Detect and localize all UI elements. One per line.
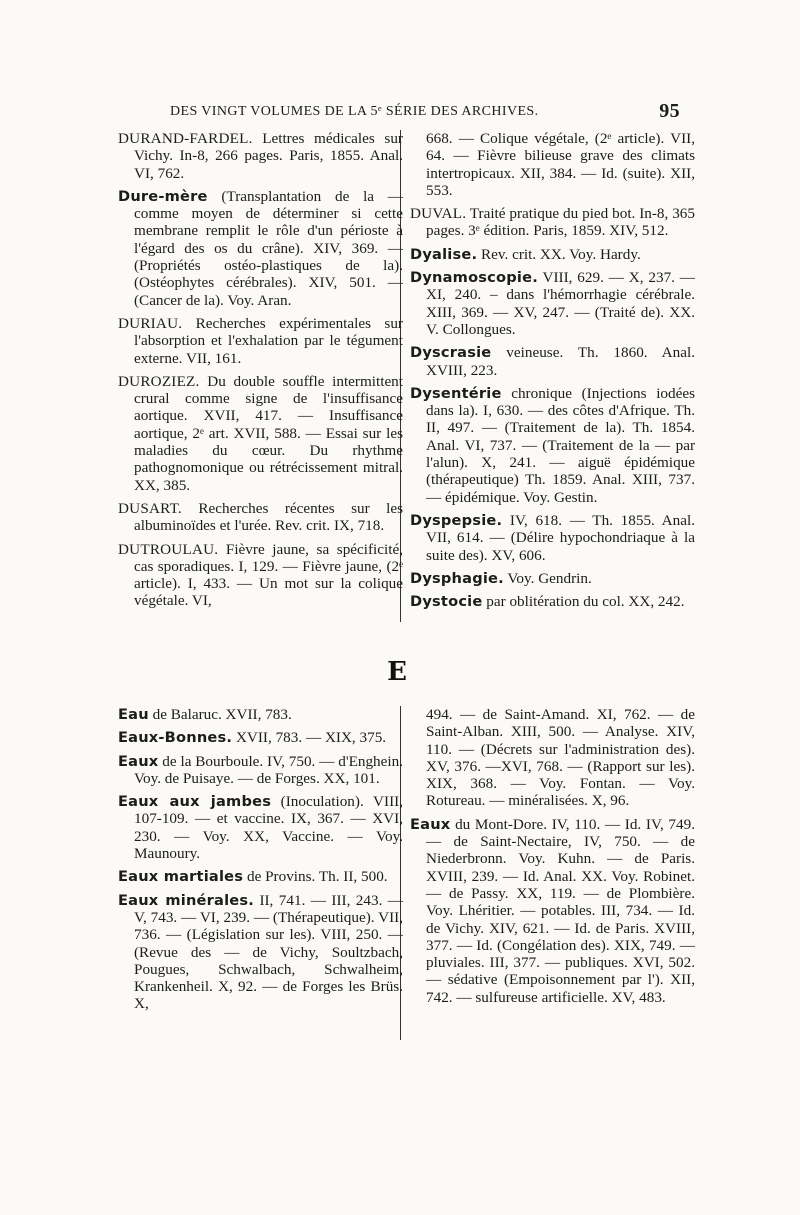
index-entry (118, 541, 403, 610)
index-entry (118, 130, 403, 182)
index-entry (410, 205, 695, 240)
entry-continuation: 668. — Colique végétale, (2ᵉ article). VII, 64. — Fièvre bilieuse grave des climats intertropicaux. XII, 384. — Id. (suite). XII, 553. (426, 130, 695, 199)
entry-text: chronique (Injections iodées dans la). I, 630. — des côtes d'Afrique. Th. II, 497. — (Traitement de la). Th. 1854. Anal. VI, 737. — (Traitement de la — par l'alun). X, 241. — aiguë épidémique (thérapeutique) Th. 1859. Anal. XIII, 737. — épidémique. Voy. Gestin. (426, 384, 695, 506)
index-entry (118, 315, 403, 367)
entry-text: du Mont-Dore. IV, 110. — Id. IV, 749. — de Saint-Nectaire, IV, 750. — de Niederbronn. Voy. Kuhn. — de Paris. XVIII, 239. — Id. Anal. XX. Voy. Robinet. — de Passy. XX, 119. — de Plombière. Voy. Lhéritier. — potables. III, 734. — Id. de Vichy. XIV, 621. — Id. de Paris. XVIII, 377. — Id. (Congélation des). XIX, 749. — pluviales. III, 377. — publiques. XVI, 502. — sédative (Empoisonnement par l'). XII, 742. — sulfureuse artificielle. XV, 483. (426, 815, 695, 1006)
index-entry (118, 500, 403, 535)
entry-text: Rev. crit. XX. Voy. Hardy. (477, 245, 641, 263)
headword: Dysentérie (410, 384, 502, 402)
headword: Eaux martiales (118, 868, 244, 886)
entry-text: XVII, 783. — XIX, 375. (232, 729, 387, 747)
headword: Eaux aux jambes (118, 793, 272, 811)
headword: Eaux (410, 815, 451, 833)
index-entry (410, 269, 695, 338)
index-column-left-top (118, 130, 403, 616)
index-column-right-bottom (410, 706, 695, 1012)
index-entry (410, 570, 695, 587)
entry-text: de Balaruc. XVII, 783. (148, 706, 292, 723)
index-entry (410, 344, 695, 379)
entry-text: veineuse. Th. 1860. Anal. XVIII, 223. (426, 344, 695, 379)
headword: DUVAL. (410, 205, 467, 223)
headword: Dyspepsie. (410, 511, 503, 529)
headword: DUTROULAU. (118, 540, 219, 558)
headword: Eaux minérales. (118, 891, 255, 909)
headword: Dynamoscopie. (410, 269, 538, 287)
section-letter: E (387, 657, 407, 687)
entry-text: Du double souffle intermittent crural comme signe de l'insuffisance aortique. XVII, 417. — Insuffisance aortique, 2ᵉ art. XVII, 588. — Essai sur les maladies du cœur. Du rhythme pathognomonique ou rétrécissement mitral. XX, 385. (134, 372, 403, 494)
entry-text: Fièvre jaune, sa spécificité, cas sporadiques. I, 129. — Fièvre jaune, (2ᵉ article). I, 433. — Un mot sur la colique végétale. VI, (134, 540, 403, 610)
entry-text: Recherches récentes sur les albuminoïdes et l'urée. Rev. crit. IX, 718. (134, 499, 403, 535)
index-entry (410, 816, 695, 1006)
entry-text: Traité pratique du pied bot. In-8, 365 pages. 3ᵉ édition. Paris, 1859. XIV, 512. (426, 205, 695, 240)
index-entry (118, 753, 403, 788)
entry-text: Lettres médicales sur Vichy. In-8, 266 pages. Paris, 1855. Anal. VI, 762. (134, 130, 403, 182)
entry-text: IV, 618. — Th. 1855. Anal. VII, 614. — (Délire hypochondriaque à la suite des). XV, 606. (426, 511, 695, 564)
index-entry (118, 706, 403, 723)
index-entry (118, 793, 403, 862)
entry-continuation: 494. — de Saint-Amand. XI, 762. — de Saint-Alban. XIII, 500. — Analyse. XIV, 110. — (Décrets sur l'administration des). XV, 376. —XVI, 768. — (Rapport sur les). XIX, 368. — Voy. Fontan. — Voy. Rotureau. — minéralisées. X, 96. (426, 706, 695, 810)
entry-text: de la Bourboule. IV, 750. — d'Enghein. Voy. de Puisaye. — de Forges. XX, 101. (134, 752, 403, 787)
headword: Dyscrasie (410, 344, 492, 362)
headword: Dystocie (410, 593, 483, 611)
index-entry (410, 385, 695, 506)
headword: DURIAU. (118, 314, 183, 332)
headword: Dysphagie. (410, 569, 504, 587)
entry-text: VIII, 629. — X, 237. — XI, 240. – dans l'hémorrhagie cérébrale. XIII, 369. — XV, 247. — (Traité de). XX. V. Collongues. (426, 269, 695, 338)
headword: Eau (118, 706, 149, 723)
index-column-left-bottom (118, 706, 403, 1019)
headword: Eaux-Bonnes. (118, 729, 233, 747)
headword: DUROZIEZ. (118, 372, 200, 390)
index-entry (410, 593, 695, 610)
entry-text: Voy. Gendrin. (503, 569, 592, 587)
index-entry (118, 373, 403, 494)
index-column-right-top (410, 130, 695, 616)
entry-text: Recherches expérimentales sur l'absorption et l'exhalation par le tégument externe. VII, 161. (134, 314, 403, 367)
entry-text: par oblitération du col. XX, 242. (482, 593, 685, 611)
headword: DUSART. (118, 499, 182, 517)
entry-text: (Transplantation de la — comme moyen de déterminer si cette membrane remplit le rôle d'un périoste à l'égard des os du crâne). XIV, 369. — (Propriétés ostéo-plastiques de la). (Ostéophytes cérébrales). XIV, 501. — (Cancer de la). Voy. Aran. (134, 187, 403, 309)
headword: Dyalise. (410, 245, 478, 263)
entry-text: (Inoculation). VIII, 107-109. — et vaccine. IX, 367. — XVI, 230. — Voy. XX, Vaccine. — Voy. Maunoury. (134, 793, 403, 863)
index-entry (118, 868, 403, 885)
index-entry (410, 512, 695, 564)
entry-text: II, 741. — III, 243. — V, 743. — VI, 239. — (Thérapeutique). VII, 736. — (Législation sur les). VIII, 250. — (Revue des — de Vichy, Soultzbach, Pougues, Schwalbach, Schwalheim, Krankenheil. X, 92. — de Forges les Brüs. X, (134, 891, 403, 1013)
running-head-title: DES VINGT VOLUMES DE LA 5ᵉ SÉRIE DES ARCHIVES. (170, 104, 539, 119)
index-entry (410, 246, 695, 263)
headword: DURAND-FARDEL. (118, 130, 253, 147)
headword: Dure-mère (118, 187, 208, 205)
page-number: 95 (659, 100, 680, 122)
headword: Eaux (118, 752, 159, 770)
index-entry (118, 892, 403, 1013)
index-entry (118, 729, 403, 746)
entry-text: de Provins. Th. II, 500. (243, 868, 388, 886)
index-entry (118, 188, 403, 309)
